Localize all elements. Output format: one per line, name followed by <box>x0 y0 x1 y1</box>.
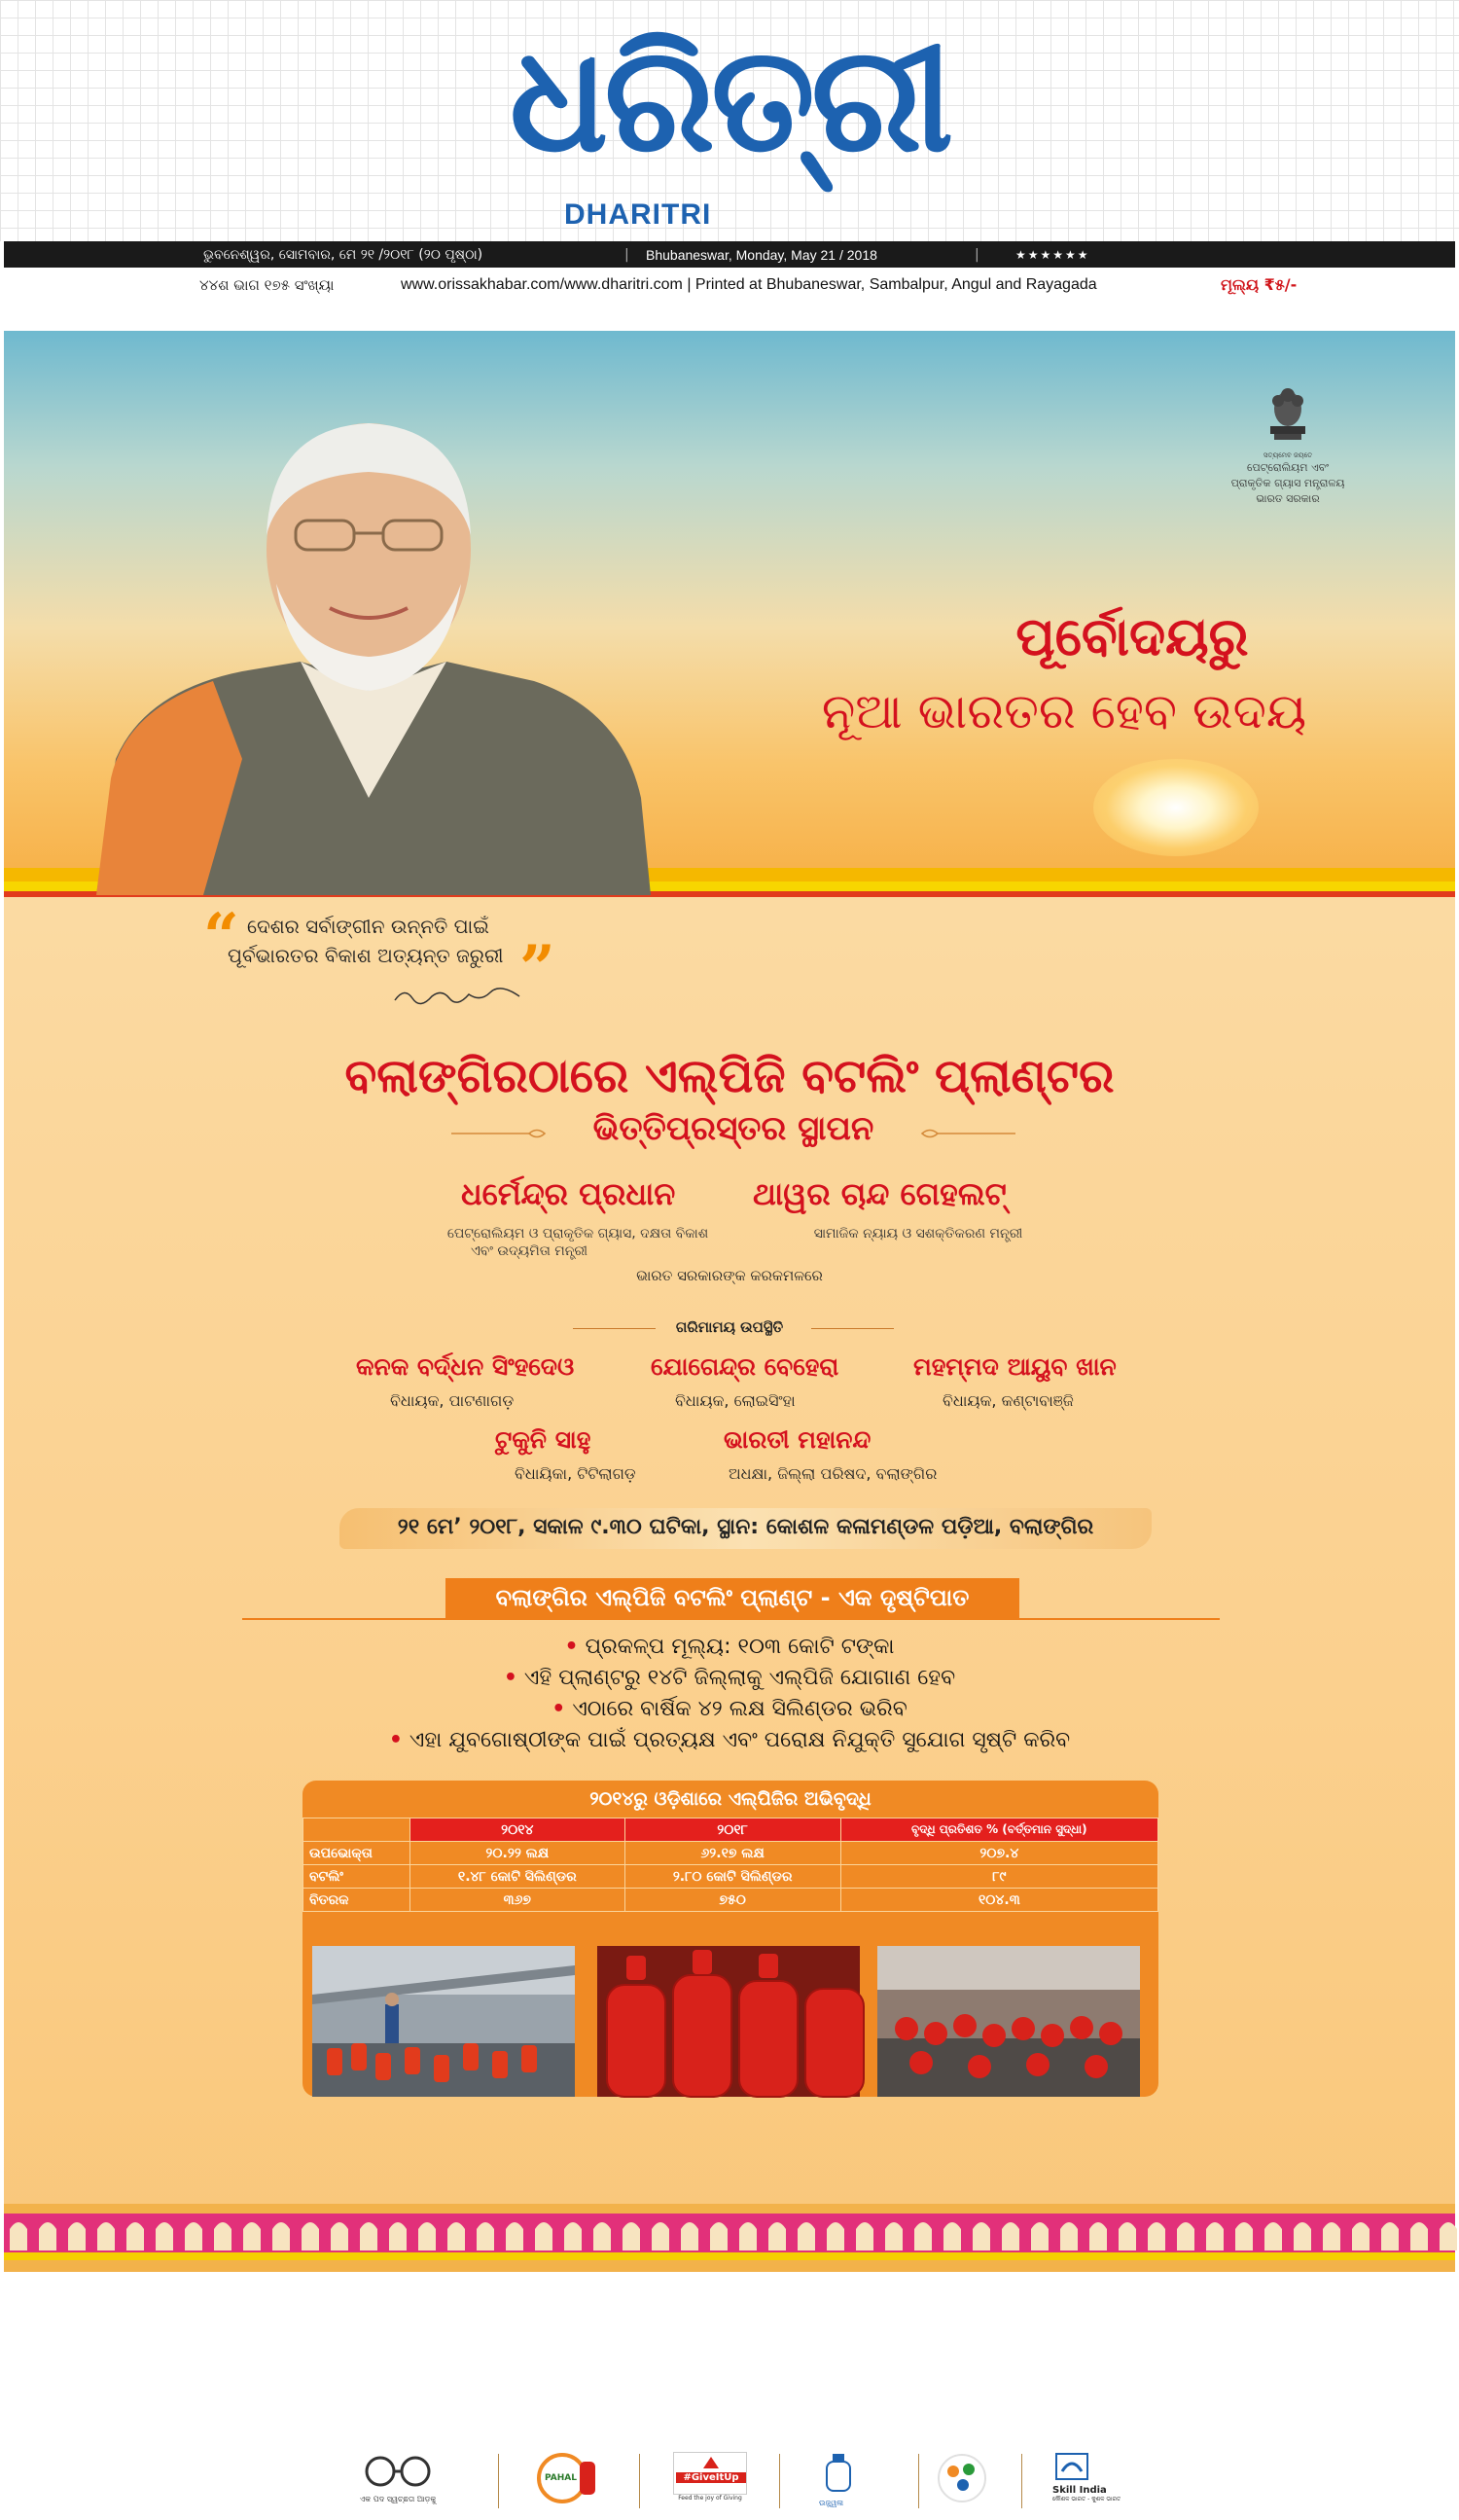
border-arch-motif <box>214 2222 231 2250</box>
logo-english: DHARITRI <box>564 198 712 231</box>
guest-name: ଯୋଗେନ୍ଦ୍ର ବେହେରା <box>651 1352 839 1381</box>
sun-glow <box>1093 759 1259 856</box>
table-header-row <box>303 1818 1158 1842</box>
border-arch-motif <box>652 2222 669 2250</box>
border-arch-motif <box>1381 2222 1399 2250</box>
quote-line2: ପୂର୍ବଭାରତର ବିକାଶ ଅତ୍ୟନ୍ତ ଜରୁରୀ <box>228 944 504 967</box>
newspaper-logo[interactable] <box>457 8 1002 236</box>
border-arch-motif <box>1410 2222 1428 2250</box>
border-arch-motif <box>418 2222 436 2250</box>
border-arch-motif <box>506 2222 523 2250</box>
ornament-right-icon <box>918 1127 1015 1140</box>
ujjwala-logo <box>819 2452 877 2520</box>
border-arch-motif <box>564 2222 582 2250</box>
logo-odia: ଧରିତ୍ରୀ <box>509 16 950 185</box>
event-subtitle-row <box>480 1109 986 1152</box>
fact-bullet <box>4 1635 1455 1659</box>
table-cell: ବିତରକ <box>303 1889 410 1912</box>
table-cell: ବଟଲିଂ <box>303 1865 410 1889</box>
quote-close-mark: ” <box>519 932 555 1005</box>
border-arch-motif <box>97 2222 115 2250</box>
table-cell: ୧.୪୮ କୋଟି ସିଲିଣ୍ଡର <box>410 1865 625 1889</box>
signature-image <box>393 983 529 1008</box>
ministry-line: ଭାରତ ସରକାର <box>1256 492 1320 505</box>
border-arch-motif <box>10 2222 27 2250</box>
swachh-bharat-logo <box>359 2452 437 2520</box>
government-line: ଭାରତ ସରକାରଙ୍କ କରକମଳରେ <box>636 1267 823 1284</box>
full-page-advertisement <box>4 331 1455 2507</box>
table-title: ୨୦୧୪ରୁ ଓଡ଼ିଶାରେ ଏଲ୍‌ପିଜିର ଅଭିବୃଦ୍ଧି <box>589 1788 872 1810</box>
dateline-english: Bhubaneswar, Monday, May 21 / 2018 <box>646 246 877 263</box>
ujjwala-text: ଉଜ୍ଜ୍ୱଳା <box>819 2499 844 2507</box>
quote-open-mark: “ <box>203 900 239 973</box>
dateline-separator: | <box>624 246 629 263</box>
lpg-growth-table <box>302 1818 1158 1912</box>
border-arch-motif <box>360 2222 377 2250</box>
facts-title-bar <box>445 1578 1019 1619</box>
fact-text: ଏହା ଯୁବଗୋଷ୍ଠୀଙ୍କ ପାଇଁ ପ୍ରତ୍ୟକ୍ଷ ଏବଂ ପରୋକ୍ଷ ନିଯୁକ୍ତି ସୁଯୋଗ ସୃଷ୍ଟି କରିବ <box>409 1728 1071 1752</box>
fact-text: ଏହି ପ୍ଲାଣ୍ଟରୁ ୧୪ଟି ଜିଲ୍ଲାକୁ ଏଲ୍‌ପିଜି ଯୋଗାଣ ହେବ <box>523 1666 956 1690</box>
table-cell: ୨.୮୦ କୋଟି ସିଲିଣ୍ଡର <box>624 1865 840 1889</box>
issue-line <box>0 272 1459 300</box>
guest-name: ଭାରତୀ ମହାନନ୍ଦ <box>724 1425 872 1454</box>
logo-separator <box>779 2454 780 2508</box>
cylinder-conveyor-photo <box>877 1946 1140 2097</box>
table-cell: ୩୬୭ <box>410 1889 625 1912</box>
quote-line1: ଦେଶର ସର୍ବାଙ୍ଗୀନ ଉନ୍ନତି ପାଇଁ <box>247 915 489 938</box>
border-arch-motif <box>447 2222 465 2250</box>
fact-text: ପ୍ରକଳ୍ପ ମୂଲ୍ୟ: ୧୦୩ କୋଟି ଟଙ୍କା <box>585 1635 895 1659</box>
border-arch-motif <box>739 2222 757 2250</box>
border-arch-motif <box>827 2222 844 2250</box>
skill-text: Skill India <box>1052 2485 1107 2496</box>
ministry-line: ପ୍ରାକୃତିକ ଗ୍ୟାସ ମନ୍ତ୍ରାଳୟ <box>1230 477 1345 489</box>
digital-india-logo <box>936 2452 990 2520</box>
border-arch-motif <box>1148 2222 1165 2250</box>
border-arch-motif <box>389 2222 407 2250</box>
table-row <box>303 1889 1158 1912</box>
leader-portrait-image <box>77 389 660 895</box>
table-header-cell: ବୃଦ୍ଧି ପ୍ରତିଶତ % (ବର୍ତ୍ତମାନ ସୁଦ୍ଧା) <box>840 1818 1157 1842</box>
masthead <box>0 0 1459 241</box>
border-arch-motif <box>681 2222 698 2250</box>
fact-bullet <box>4 1666 1455 1690</box>
border-arch-motif <box>1119 2222 1136 2250</box>
border-arch-motif <box>798 2222 815 2250</box>
border-arch-motif <box>1294 2222 1311 2250</box>
bullet-icon: • <box>503 1666 517 1690</box>
border-arch-motif <box>1177 2222 1194 2250</box>
skill-india-logo <box>1052 2452 1128 2520</box>
gas-cylinder-icon <box>819 2452 858 2495</box>
presence-title: ଗରିମାମୟ ଉପସ୍ଥିତି <box>675 1318 784 1336</box>
dateline-separator: | <box>975 246 979 263</box>
guest-role: ବିଧାୟକ, କଣ୍ଟାବାଞ୍ଜି <box>943 1391 1074 1410</box>
swachh-text: ଏକ ପଦ ସ୍ୱଚ୍ଛତା ଆଡ଼କୁ <box>359 2495 437 2503</box>
border-arch-motif <box>1002 2222 1019 2250</box>
guest-name: କନକ ବର୍ଦ୍ଧନ ସିଂହଦେଓ <box>356 1352 575 1381</box>
border-arch-motif <box>185 2222 202 2250</box>
table-cell: ୨୦.୨୨ ଲକ୍ଷ <box>410 1842 625 1865</box>
border-arch-motif <box>914 2222 932 2250</box>
chief-guest-name: ଧର୍ମେନ୍ଦ୍ର ପ୍ରଧାନ <box>461 1175 676 1212</box>
giveitup-badge <box>673 2452 747 2495</box>
border-arch-motif <box>1264 2222 1282 2250</box>
chief-guest-name: ଥାୱର ଚାନ୍ଦ ଗେହଲଟ୍ <box>753 1175 1007 1212</box>
skill-subtext: କୌଶଳ ଭାରତ - କୁଶଳ ଭାରତ <box>1052 2496 1121 2502</box>
border-arch-motif <box>1323 2222 1340 2250</box>
border-arch-motif <box>1440 2222 1457 2250</box>
border-arch-motif <box>68 2222 86 2250</box>
chief-guest-role: ସାମାଜିକ ନ୍ୟାୟ ଓ ସଶକ୍ତିକରଣ ମନ୍ତ୍ରୀ <box>813 1226 1023 1242</box>
border-arch-motif <box>593 2222 611 2250</box>
logo-separator <box>1021 2454 1022 2508</box>
table-header-cell: ୨୦୧୮ <box>624 1818 840 1842</box>
border-arch-motif <box>856 2222 873 2250</box>
border-arch-motif <box>1060 2222 1078 2250</box>
border-arch-motif <box>156 2222 173 2250</box>
facts-title: ବଲାଙ୍ଗିର ଏଲ୍‌ପିଜି ବଟଲିଂ ପ୍ଲାଣ୍ଟ - ଏକ ଦୃଷ୍ଟିପାତ <box>495 1584 970 1611</box>
dateline-bar <box>4 241 1455 268</box>
logo-separator <box>639 2454 640 2508</box>
guest-name: ଟୁକୁନି ସାହୁ <box>495 1425 591 1454</box>
colorful-circle-icon <box>936 2452 988 2504</box>
bullet-icon: • <box>564 1635 579 1659</box>
border-arch-motif <box>331 2222 348 2250</box>
giveitup-subtext: Feed the joy of Giving <box>678 2495 742 2502</box>
facts-divider <box>242 1618 1220 1620</box>
border-arch-motif <box>943 2222 961 2250</box>
table-row <box>303 1842 1158 1865</box>
border-arch-motif <box>623 2222 640 2250</box>
guest-name: ମହମ୍ମଦ ଆୟୁବ ଖାନ <box>913 1352 1117 1381</box>
decorative-border <box>4 2204 1455 2272</box>
event-title: ବଲାଙ୍ଗିରଠାରେ ଏଲ୍‌ପିଜି ବଟଲିଂ ପ୍ଲାଣ୍ଟର <box>344 1049 1115 1103</box>
headline-line2: ନୂଆ ଭାରତର ହେବ ଉଦୟ <box>821 683 1307 739</box>
fact-text: ଏଠାରେ ବାର୍ଷିକ ୪୨ ଲକ୍ଷ ସିଲିଣ୍ଡର ଭରିବ <box>572 1697 907 1721</box>
guest-role: ବିଧାୟକ, ପାଟଣାଗଡ଼ <box>390 1391 515 1410</box>
skill-india-emblem-icon <box>1052 2452 1091 2481</box>
pahal-text: PAHAL <box>545 2473 577 2483</box>
logo-separator <box>498 2454 499 2508</box>
price-label: ମୂଲ୍ୟ ₹୫/- <box>1221 275 1298 294</box>
headline-line1: ପୂର୍ବୋଦୟରୁ <box>1015 606 1249 667</box>
border-arch-motif <box>272 2222 290 2250</box>
chief-guest-role: ପେଟ୍ରୋଲିୟମ ଓ ପ୍ରାକୃତିକ ଗ୍ୟାସ, ଦକ୍ଷତା ବିକାଶ <box>446 1226 709 1242</box>
border-arch-motif <box>243 2222 261 2250</box>
emblem-motto: ସତ୍ୟମେବ ଜୟତେ <box>1263 451 1313 459</box>
volume-number: ୪୪ଶ ଭାଗ ୧୭୫ ସଂଖ୍ୟା <box>199 276 335 294</box>
divider <box>811 1328 894 1329</box>
bullet-icon: • <box>388 1728 403 1752</box>
giveitup-logo <box>673 2452 749 2520</box>
guest-role: ବିଧାୟିକା, ଟିଟିଲାଗଡ଼ <box>515 1464 636 1483</box>
table-cell: ଉପଭୋକ୍ତା <box>303 1842 410 1865</box>
border-arch-motif <box>535 2222 552 2250</box>
table-cell: ୨୦୭.୪ <box>840 1842 1157 1865</box>
ashoka-emblem-icon <box>1266 381 1309 444</box>
table-cell: ୬୨.୧୭ ଲକ୍ଷ <box>624 1842 840 1865</box>
ministry-line: ପେଟ୍ରୋଲିୟମ ଏବଂ <box>1246 461 1330 474</box>
border-arch-motif <box>768 2222 786 2250</box>
spectacles-icon <box>359 2452 437 2491</box>
border-arch-motif <box>1206 2222 1224 2250</box>
table-cell: ୭୫୦ <box>624 1889 840 1912</box>
border-arch-motif <box>39 2222 56 2250</box>
chief-guest-role: ଏବଂ ଉଦ୍ୟମିତା ମନ୍ତ୍ରୀ <box>470 1243 588 1259</box>
border-arch-motif <box>126 2222 144 2250</box>
hand-icon <box>701 2455 721 2470</box>
edition-stars: ★★★★★★ <box>1015 247 1090 262</box>
dateline-odia: ଭୁବନେଶ୍ୱର, ସୋମବାର, ମେ ୨୧ /୨୦୧୮ (୨୦ ପୃଷ୍ଠା) <box>203 246 483 263</box>
table-header-cell: ୨୦୧୪ <box>410 1818 625 1842</box>
border-arch-motif <box>710 2222 728 2250</box>
fact-bullet <box>4 1697 1455 1721</box>
table-header-cell <box>303 1818 410 1842</box>
logo-separator <box>918 2454 919 2508</box>
border-arch-motif <box>973 2222 990 2250</box>
event-datetime-bar <box>339 1508 1152 1549</box>
border-arch-motif <box>1352 2222 1370 2250</box>
bullet-icon: • <box>552 1697 566 1721</box>
fact-bullet <box>4 1728 1455 1752</box>
red-cylinders-photo <box>597 1946 860 2097</box>
table-row <box>303 1865 1158 1889</box>
event-subtitle: ଭିତ୍ତିପ୍ରସ୍ତର ସ୍ଥାପନ <box>592 1109 874 1148</box>
border-arch-motif <box>1031 2222 1049 2250</box>
table-cell: ୧୦୪.୩ <box>840 1889 1157 1912</box>
ministry-emblem <box>1210 381 1366 507</box>
border-arch-motif <box>885 2222 903 2250</box>
guest-role: ବିଧାୟକ, ଲୋଇସିଂହା <box>675 1391 796 1410</box>
border-arch-motif <box>477 2222 494 2250</box>
table-cell: ୮୯ <box>840 1865 1157 1889</box>
event-datetime-venue: ୨୧ ମେ’ ୨୦୧୮, ସକାଳ ୯.୩୦ ଘଟିକା, ସ୍ଥାନ: କୋଶଳ କଳାମଣ୍ଡଳ ପଡ଼ିଆ, ବଲାଙ୍ଗିର <box>397 1515 1094 1539</box>
border-arch-motif <box>302 2222 319 2250</box>
giveitup-text: #GiveItUp <box>676 2472 746 2483</box>
website-link[interactable]: www.orissakhabar.com/www.dharitri.com | Printed at Bhubaneswar, Sambalpur, Angul and Rayagada <box>401 276 1097 293</box>
border-arch-motif <box>1235 2222 1253 2250</box>
border-arch-motif <box>1089 2222 1107 2250</box>
guest-role: ଅଧକ୍ଷା, ଜିଲ୍ଲା ପରିଷଦ, ବଲାଙ୍ଗିର <box>729 1464 938 1483</box>
bottling-plant-photo <box>312 1946 575 2097</box>
pahal-logo <box>537 2452 599 2520</box>
